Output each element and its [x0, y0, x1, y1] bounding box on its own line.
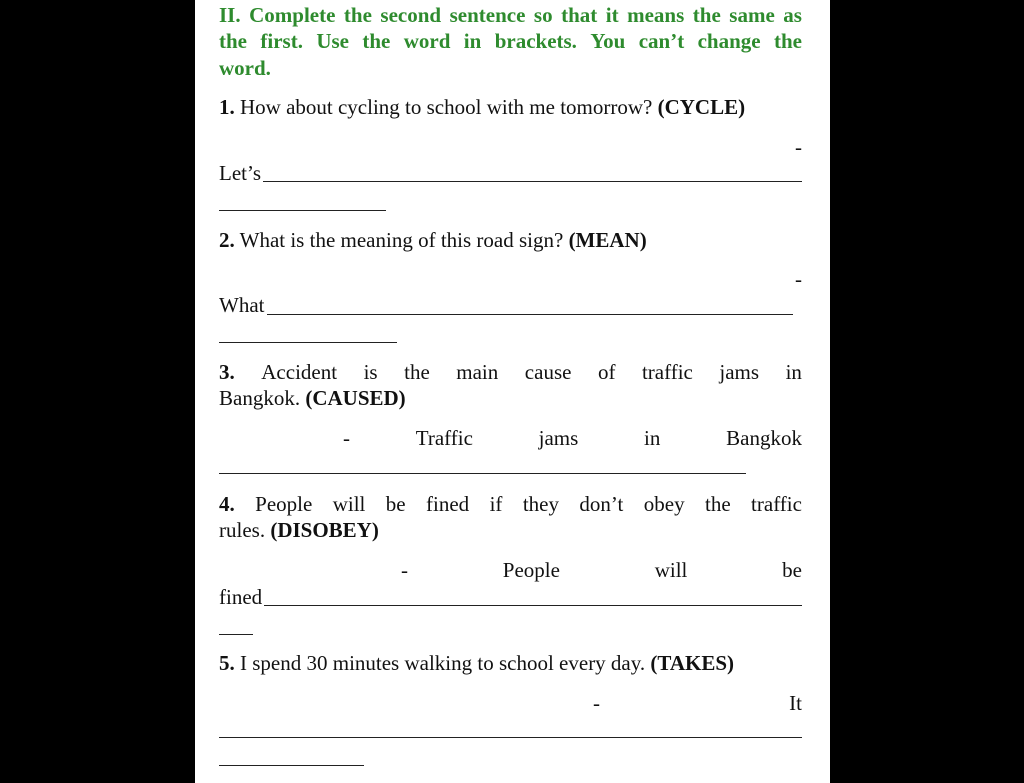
heading-line-1	[219, 2, 802, 28]
heading-word: the	[692, 3, 721, 27]
q3-answer-blank[interactable]	[219, 473, 746, 474]
heading-word: in	[463, 29, 482, 53]
key-word: (DISOBEY)	[270, 518, 379, 542]
question-word: the	[704, 492, 731, 516]
question-2	[219, 227, 802, 253]
heading-word: Complete	[249, 3, 336, 27]
heading-word: so	[533, 3, 553, 27]
question-word: they	[522, 492, 559, 516]
heading-word: brackets.	[494, 29, 577, 53]
question-word: main	[456, 360, 499, 384]
q5-answer-blank[interactable]	[219, 737, 802, 738]
answer-word: People	[502, 558, 560, 582]
question-text: What is the meaning of this road sign?	[239, 228, 564, 252]
question-word: fined	[426, 492, 470, 516]
heading-word: the	[362, 29, 391, 53]
question-word: in	[785, 360, 802, 384]
question-word: don’t	[579, 492, 624, 516]
heading-word: II.	[219, 3, 241, 27]
heading-word: change	[697, 29, 761, 53]
answer-start: Let’s	[219, 161, 261, 185]
question-4-continued	[219, 517, 802, 543]
question-number: 3.	[219, 360, 235, 384]
question-number: 2.	[219, 228, 235, 252]
heading-word: that	[561, 3, 598, 27]
heading-word: the	[773, 29, 802, 53]
heading-line-2	[219, 28, 802, 54]
worksheet-page	[195, 0, 830, 783]
dash: -	[795, 135, 802, 159]
question-word: of	[597, 360, 616, 384]
heading-word: means	[627, 3, 685, 27]
q3-answer-line	[343, 425, 802, 451]
heading-word: as	[783, 3, 802, 27]
question-word: People	[255, 492, 313, 516]
q2-answer-blank[interactable]	[267, 314, 793, 315]
question-word: be	[385, 492, 406, 516]
dash: -	[343, 426, 350, 450]
q1-answer-blank-continued[interactable]	[219, 210, 386, 211]
heading-word: the	[343, 3, 372, 27]
question-word: cause	[524, 360, 572, 384]
question-word: jams	[719, 360, 760, 384]
question-3	[219, 359, 802, 385]
question-4	[219, 491, 802, 517]
q1-answer-line	[219, 160, 802, 186]
key-word: (CYCLE)	[657, 95, 746, 119]
heading-line-3: word.	[219, 56, 271, 80]
q1-answer-blank[interactable]	[263, 181, 802, 182]
question-text: I spend 30 minutes walking to school every day.	[240, 651, 646, 675]
question-text: rules.	[219, 518, 266, 542]
answer-start: fined	[219, 585, 263, 609]
question-number: 5.	[219, 651, 235, 675]
question-text: Bangkok.	[219, 386, 301, 410]
answer-word: Bangkok	[726, 426, 802, 450]
heading-word: second	[380, 3, 442, 27]
key-word: (CAUSED)	[305, 386, 406, 410]
question-word: the	[404, 360, 430, 384]
answer-word: be	[782, 558, 802, 582]
heading-word: sentence	[449, 3, 526, 27]
answer-start: What	[219, 293, 265, 317]
question-word: traffic	[641, 360, 693, 384]
heading-word: same	[729, 3, 775, 27]
answer-word: in	[644, 426, 661, 450]
q1-dash-line	[219, 134, 802, 160]
heading-word: it	[605, 3, 619, 27]
heading-word: Use	[316, 29, 349, 53]
answer-word: Traffic	[415, 426, 473, 450]
dash: -	[593, 691, 600, 715]
heading-word: word	[403, 29, 451, 53]
q4-answer-start-line	[219, 584, 802, 610]
key-word: (MEAN)	[568, 228, 647, 252]
dash: -	[401, 558, 408, 582]
question-word: obey	[643, 492, 685, 516]
question-1	[219, 94, 802, 120]
dash: -	[795, 267, 802, 291]
answer-word: It	[789, 691, 802, 715]
heading-word: You	[590, 29, 626, 53]
key-word: (TAKES)	[650, 651, 735, 675]
q5-answer-line	[593, 690, 802, 716]
heading-word: first.	[260, 29, 303, 53]
q4-answer-blank-continued[interactable]	[219, 634, 253, 635]
question-word: Accident	[261, 360, 338, 384]
q5-answer-blank-continued[interactable]	[219, 765, 364, 766]
answer-word: jams	[538, 426, 579, 450]
q2-dash-line	[219, 266, 802, 292]
question-word: if	[489, 492, 503, 516]
heading-word: can’t	[638, 29, 685, 53]
question-3-continued	[219, 385, 802, 411]
q4-answer-blank[interactable]	[264, 605, 802, 606]
question-word: will	[332, 492, 366, 516]
question-text: How about cycling to school with me tomorrow?	[240, 95, 653, 119]
heading-word: the	[219, 29, 247, 53]
q4-answer-line	[401, 557, 802, 583]
question-number: 1.	[219, 95, 235, 119]
question-word: traffic	[751, 492, 802, 516]
question-word: is	[363, 360, 378, 384]
answer-word: will	[654, 558, 688, 582]
question-number: 4.	[219, 492, 235, 516]
question-5	[219, 650, 802, 676]
q2-answer-blank-continued[interactable]	[219, 342, 397, 343]
